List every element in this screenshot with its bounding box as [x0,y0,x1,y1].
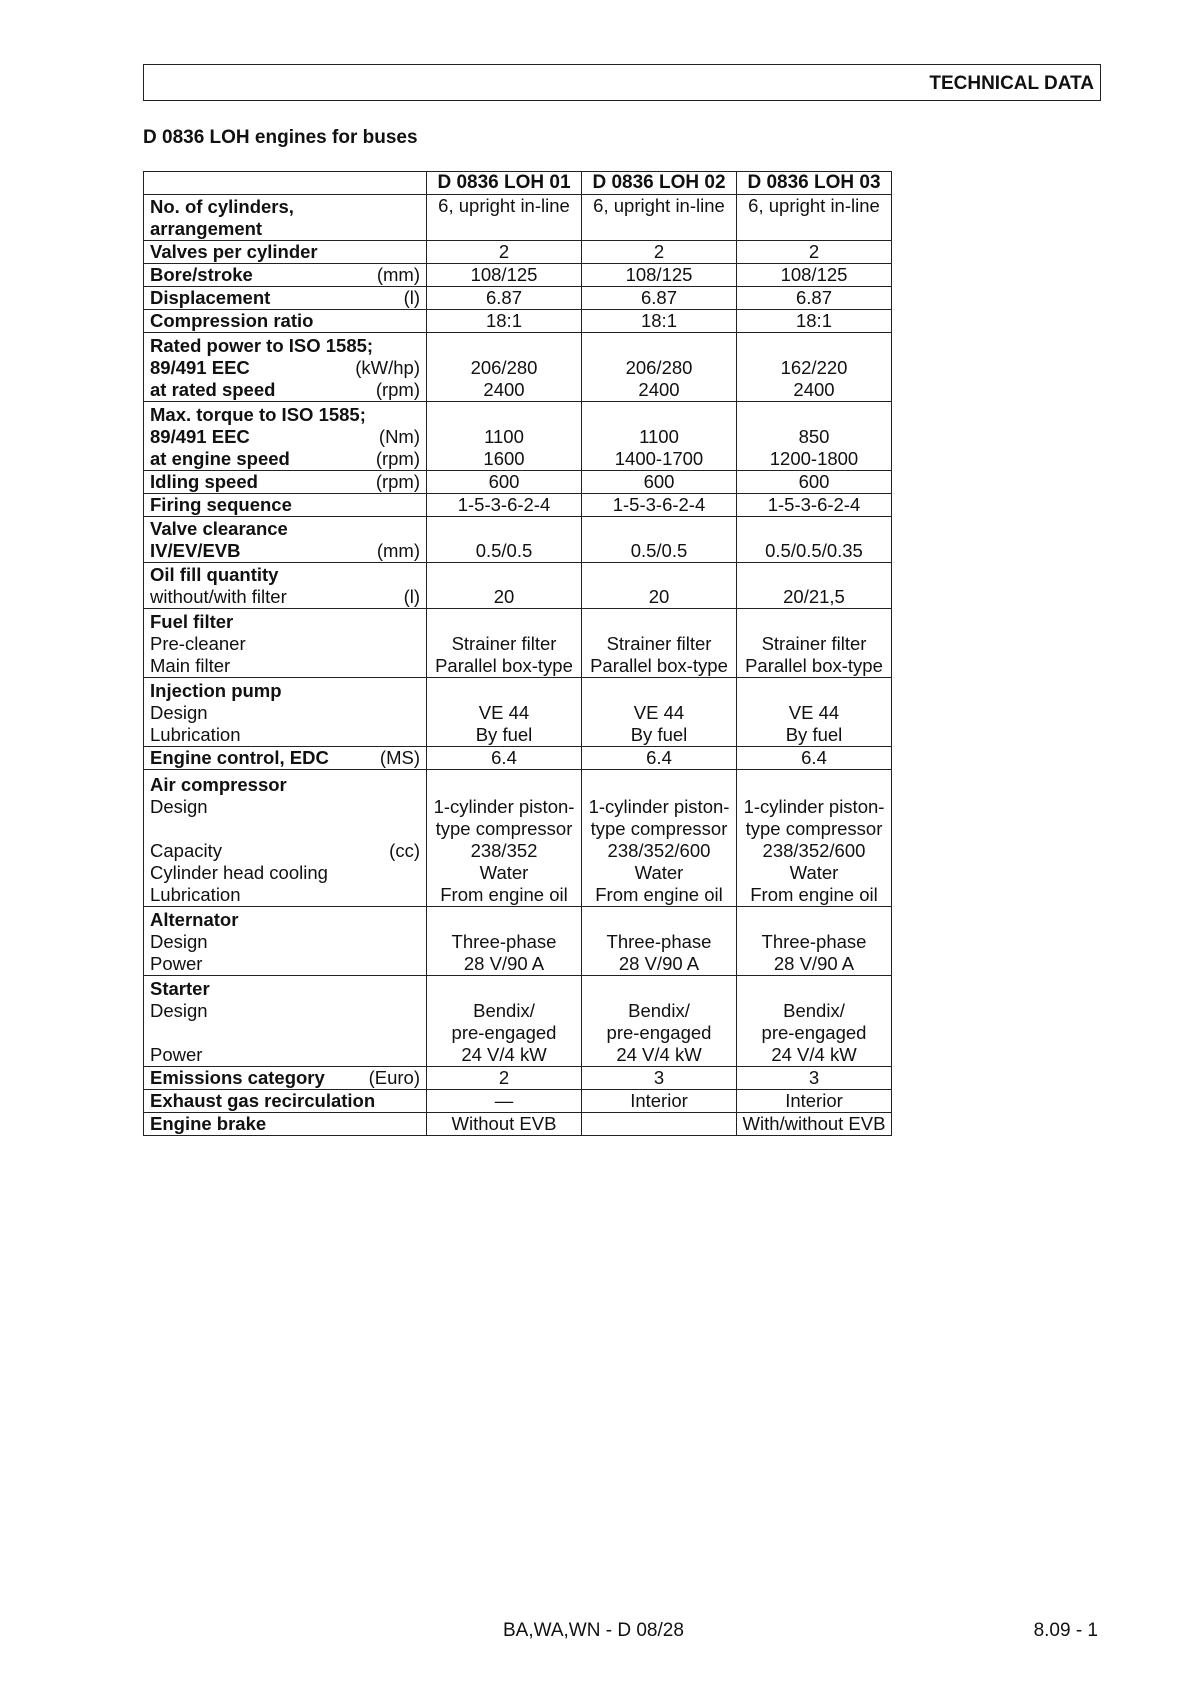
table-row [144,264,892,287]
label-line: IV/EV/EVB [150,540,241,561]
unit-label: (l) [403,586,420,607]
label-line: Pre-cleaner [150,633,246,654]
label-line: Power [150,1044,203,1065]
label-line: Displacement [150,287,271,308]
table-cell [427,609,582,678]
table-cell [427,770,582,907]
table-cell: 600 [427,471,582,494]
unit-label: (rpm) [375,471,420,492]
cell-line: 24 V/4 kW [616,1044,702,1065]
cell-line: VE 44 [478,702,530,723]
row-label [144,195,427,241]
table-cell: 6.4 [737,747,892,770]
label-line: Oil fill quantity [150,564,279,585]
label-line: Design [150,796,208,817]
cell-line: 1400-1700 [614,448,704,469]
table-row [144,907,892,976]
table-row [144,195,892,241]
table-cell: 0.5/0.5 [582,517,737,563]
cell-line: Strainer filter [761,633,867,654]
label-line: Emissions category [150,1067,325,1088]
table-cell: 0.5/0.5 [427,517,582,563]
cell-line: From engine oil [595,884,723,905]
column-header: D 0836 LOH 01 [427,172,582,195]
row-label [144,770,427,907]
cell-line: VE 44 [633,702,685,723]
table-cell: 6, upright in-line [427,195,582,241]
table-cell [737,770,892,907]
label-line: without/with filter [150,586,287,607]
table-cell [737,678,892,747]
cell-line: VE 44 [788,702,840,723]
table-cell: 6, upright in-line [582,195,737,241]
label-line: arrangement [150,218,263,239]
row-label [144,1113,427,1136]
table-cell: 6.4 [582,747,737,770]
cell-line: Strainer filter [451,633,557,654]
cell-line: 1-cylinder piston- [743,796,885,817]
row-label [144,287,427,310]
row-label [144,264,427,287]
label-line: Compression ratio [150,310,314,331]
cell-line: 206/280 [625,357,693,378]
cell-line: type compressor [435,818,573,839]
unit-label: (MS) [379,747,420,768]
table-cell [427,333,582,402]
table-cell: Without EVB [427,1113,582,1136]
table-row [144,241,892,264]
label-line: Design [150,702,208,723]
row-label [144,747,427,770]
table-cell: 600 [582,471,737,494]
label-line: Main filter [150,655,231,676]
label-line: at engine speed [150,448,290,469]
table-cell [582,976,737,1067]
table-cell: 6.87 [427,287,582,310]
label-line: Alternator [150,909,239,930]
unit-label: (Euro) [368,1067,420,1088]
table-cell: 600 [737,471,892,494]
table-cell: 6.87 [737,287,892,310]
table-cell: 18:1 [582,310,737,333]
label-line: Power [150,953,203,974]
unit-label: (Nm) [378,426,420,447]
label-line: Rated power to ISO 1585; [150,335,374,356]
cell-line: pre-engaged [761,1022,867,1043]
cell-line: From engine oil [750,884,878,905]
cell-line: Water [634,862,684,883]
table-row [144,310,892,333]
label-line: Cylinder head cooling [150,862,328,883]
table-cell: 3 [737,1067,892,1090]
label-line: Fuel filter [150,611,234,632]
label-line: Air compressor [150,774,287,795]
table-row [144,770,892,907]
table-row [144,471,892,494]
row-label [144,609,427,678]
table-row [144,287,892,310]
table-cell: Interior [737,1090,892,1113]
cell-line: 24 V/4 kW [771,1044,857,1065]
cell-line: Bendix/ [628,1000,690,1021]
table-cell: 18:1 [737,310,892,333]
row-label [144,241,427,264]
cell-line: type compressor [745,818,883,839]
table-cell: 1-5-3-6-2-4 [737,494,892,517]
table-row [144,1090,892,1113]
cell-line: Parallel box-type [590,655,728,676]
label-line: No. of cylinders, [150,196,294,217]
table-cell [582,907,737,976]
cell-line: 24 V/4 kW [461,1044,547,1065]
table-cell: 1-5-3-6-2-4 [427,494,582,517]
table-cell [737,333,892,402]
label-line: Design [150,1000,208,1021]
table-cell [582,678,737,747]
unit-label: (l) [403,287,420,308]
row-label [144,563,427,609]
cell-line: 1100 [639,426,679,447]
table-cell [427,907,582,976]
label-line: Capacity [150,840,222,861]
cell-line: 1-cylinder piston- [433,796,575,817]
cell-line: 162/220 [780,357,848,378]
table-row [144,402,892,471]
row-label [144,310,427,333]
cell-line: pre-engaged [451,1022,557,1043]
row-label [144,494,427,517]
table-cell [427,678,582,747]
document-title: D 0836 LOH engines for buses [143,127,418,148]
column-header: D 0836 LOH 02 [582,172,737,195]
row-label [144,1090,427,1113]
table-row [144,678,892,747]
table-cell: 108/125 [427,264,582,287]
table-cell: 2 [427,1067,582,1090]
label-line: Max. torque to ISO 1585; [150,404,366,425]
cell-line: 28 V/90 A [618,953,700,974]
cell-line: 2400 [638,379,680,400]
table-cell [582,609,737,678]
footer-page-number: 8.09 - 1 [1033,1620,1098,1641]
table-cell: 1-5-3-6-2-4 [582,494,737,517]
unit-label: (rpm) [375,448,420,469]
table-cell [582,1113,737,1136]
table-cell: 20 [427,563,582,609]
table-cell: 108/125 [582,264,737,287]
label-line: 89/491 EEC [150,357,250,378]
label-line: Lubrication [150,724,241,745]
table-cell [737,609,892,678]
header-box [143,64,1101,101]
cell-line: 2400 [483,379,525,400]
cell-line: 28 V/90 A [463,953,545,974]
table-cell: 2 [737,241,892,264]
table-cell: — [427,1090,582,1113]
table-header-row [144,172,892,195]
unit-label: (mm) [376,264,420,285]
table-cell: With/without EVB [737,1113,892,1136]
cell-line: 238/352 [470,840,538,861]
cell-line: Three-phase [451,931,557,952]
table-cell: 6, upright in-line [737,195,892,241]
row-label [144,517,427,563]
cell-line: 238/352/600 [762,840,866,861]
table-cell [737,402,892,471]
header-title: TECHNICAL DATA [929,73,1094,94]
footer-document-code: BA,WA,WN - D 08/28 [503,1620,684,1641]
table-cell [427,402,582,471]
table-cell [582,333,737,402]
table-cell: 2 [427,241,582,264]
table-cell: Interior [582,1090,737,1113]
cell-line: By fuel [785,724,843,745]
row-label [144,976,427,1067]
table-cell: 2 [582,241,737,264]
engine-spec-table [143,171,892,1136]
unit-label: (rpm) [375,379,420,400]
table-cell [582,770,737,907]
row-label [144,907,427,976]
table-cell: 6.87 [582,287,737,310]
cell-line: By fuel [630,724,688,745]
cell-line: 28 V/90 A [773,953,855,974]
cell-line: Bendix/ [473,1000,535,1021]
table-cell [737,907,892,976]
cell-line: Strainer filter [606,633,712,654]
table-row [144,517,892,563]
row-label [144,1067,427,1090]
label-line: Exhaust gas recirculation [150,1090,376,1111]
cell-line: Three-phase [606,931,712,952]
cell-line: 206/280 [470,357,538,378]
label-line: Engine brake [150,1113,267,1134]
table-cell: 18:1 [427,310,582,333]
label-line: Engine control, EDC [150,747,329,768]
table-row [144,494,892,517]
table-cell [582,402,737,471]
label-line: at rated speed [150,379,276,400]
cell-line: Parallel box-type [435,655,573,676]
header-empty-cell [144,172,427,195]
row-label [144,402,427,471]
cell-line: type compressor [590,818,728,839]
table-cell: 0.5/0.5/0.35 [737,517,892,563]
cell-line: From engine oil [440,884,568,905]
cell-line: pre-engaged [606,1022,712,1043]
table-row [144,333,892,402]
cell-line: 1200-1800 [769,448,859,469]
label-line: Lubrication [150,884,241,905]
column-header: D 0836 LOH 03 [737,172,892,195]
table-row [144,976,892,1067]
cell-line: 238/352/600 [607,840,711,861]
cell-line: Water [479,862,529,883]
label-line: Bore/stroke [150,264,253,285]
table-cell: 20 [582,563,737,609]
row-label [144,333,427,402]
label-line: Idling speed [150,471,258,492]
table-row [144,609,892,678]
cell-line: 850 [798,426,830,447]
cell-line: 2400 [793,379,835,400]
cell-line: 1600 [483,448,525,469]
label-line: Injection pump [150,680,282,701]
table-row [144,1113,892,1136]
table-cell: 20/21,5 [737,563,892,609]
row-label [144,471,427,494]
table-row [144,747,892,770]
label-line: Valve clearance [150,518,288,539]
table-row [144,563,892,609]
table-cell [427,976,582,1067]
table-cell: 3 [582,1067,737,1090]
label-line: 89/491 EEC [150,426,250,447]
label-line: Firing sequence [150,494,292,515]
cell-line: 1100 [484,426,524,447]
cell-line: Bendix/ [783,1000,845,1021]
label-line: Valves per cylinder [150,241,318,262]
table-cell: 108/125 [737,264,892,287]
row-label [144,678,427,747]
unit-label: (cc) [389,840,420,861]
cell-line: 1-cylinder piston- [588,796,730,817]
table-cell: 6.4 [427,747,582,770]
cell-line: Three-phase [761,931,867,952]
unit-label: (mm) [376,540,420,561]
label-line: Starter [150,978,210,999]
cell-line: Parallel box-type [745,655,883,676]
cell-line: Water [789,862,839,883]
label-line: Design [150,931,208,952]
table-cell [737,976,892,1067]
table-row [144,1067,892,1090]
unit-label: (kW/hp) [355,357,420,378]
cell-line: By fuel [475,724,533,745]
